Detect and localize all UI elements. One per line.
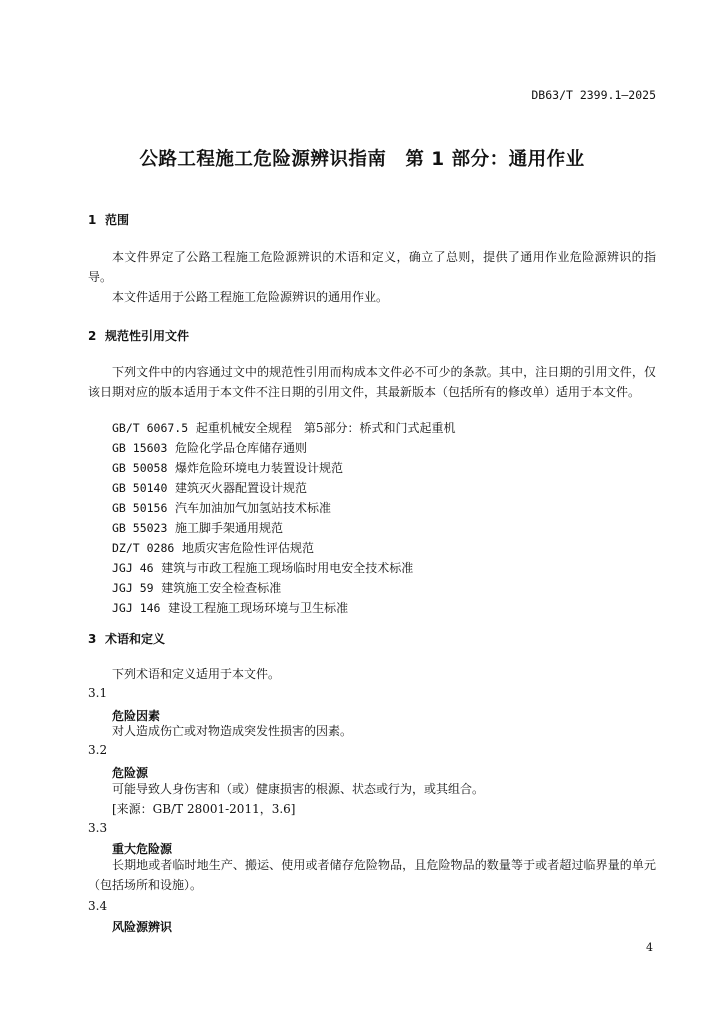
reference-item bbox=[112, 578, 281, 598]
section-3-heading bbox=[88, 630, 165, 647]
reference-item bbox=[112, 498, 331, 518]
section-1-paragraph: 本文件适用于公路工程施工危险源辨识的通用作业。 bbox=[112, 290, 389, 304]
section-title: 规范性引用文件 bbox=[105, 329, 190, 343]
reference-item bbox=[112, 538, 314, 558]
reference-title: 施工脚手架通用规范 bbox=[175, 521, 284, 535]
section-number: 2 bbox=[88, 329, 97, 343]
reference-item bbox=[112, 438, 307, 458]
term-heading: 重大危险源 bbox=[112, 842, 173, 856]
term-definition: 对人造成伤亡或对物造成突发性损害的因素。 bbox=[112, 724, 353, 738]
reference-title: 建筑灭火器配置设计规范 bbox=[175, 481, 308, 495]
section-number: 3 bbox=[88, 632, 97, 646]
section-title: 术语和定义 bbox=[105, 632, 166, 646]
reference-code: JGJ 46 bbox=[112, 561, 154, 575]
reference-item bbox=[112, 518, 283, 538]
clause-number: 3.3 bbox=[88, 821, 108, 835]
reference-title: 起重机械安全规程 第5部分：桥式和门式起重机 bbox=[195, 421, 456, 435]
reference-title: 建筑施工安全检查标准 bbox=[161, 581, 282, 595]
reference-code: GB 50058 bbox=[112, 461, 168, 475]
section-2-intro: 下列文件中的内容通过文中的规范性引用而构成本文件必不可少的条款。其中，注日期的引用文件，仅该日期对应的版本适用于本文件不注日期的引用文件，其最新版本（包括所有的修改单）适用于本文件。 bbox=[88, 365, 656, 399]
reference-code: GB 50156 bbox=[112, 501, 168, 515]
term-definition: 可能导致人身伤害和（或）健康损害的根源、状态或行为，或其组合。 bbox=[112, 782, 485, 796]
reference-item bbox=[112, 558, 413, 578]
reference-item bbox=[112, 478, 307, 498]
document-code: DB63/T 2399.1—2025 bbox=[531, 88, 656, 102]
reference-code: GB 15603 bbox=[112, 441, 168, 455]
reference-title: 地质灾害危险性评估规范 bbox=[181, 541, 314, 555]
reference-title: 建设工程施工现场环境与卫生标准 bbox=[168, 601, 349, 615]
clause-number: 3.2 bbox=[88, 743, 108, 757]
section-title: 范围 bbox=[105, 213, 130, 227]
term-heading: 风险源辨识 bbox=[112, 920, 173, 934]
reference-code: GB/T 6067.5 bbox=[112, 421, 189, 435]
reference-title: 汽车加油加气加氢站技术标准 bbox=[175, 501, 332, 515]
document-title: 公路工程施工危险源辨识指南 第 1 部分：通用作业 bbox=[139, 149, 585, 170]
section-1-heading bbox=[88, 211, 129, 228]
reference-title: 建筑与市政工程施工现场临时用电安全技术标准 bbox=[161, 561, 414, 575]
section-2-heading bbox=[88, 327, 189, 344]
reference-code: GB 55023 bbox=[112, 521, 168, 535]
reference-code: JGJ 146 bbox=[112, 601, 161, 615]
reference-code: DZ/T 0286 bbox=[112, 541, 175, 555]
reference-code: GB 50140 bbox=[112, 481, 168, 495]
reference-item bbox=[112, 418, 455, 438]
reference-item bbox=[112, 458, 343, 478]
term-definition: 长期地或者临时地生产、搬运、使用或者储存危险物品，且危险物品的数量等于或者超过临界量的单元（包括场所和设施）。 bbox=[88, 858, 656, 892]
reference-title: 爆炸危险环境电力装置设计规范 bbox=[175, 461, 344, 475]
reference-code: JGJ 59 bbox=[112, 581, 154, 595]
section-number: 1 bbox=[88, 213, 97, 227]
term-source: [来源：GB/T 28001-2011，3.6] bbox=[112, 802, 296, 816]
page-number: 4 bbox=[646, 941, 653, 954]
reference-title: 危险化学品仓库储存通则 bbox=[175, 441, 308, 455]
clause-number: 3.4 bbox=[88, 899, 108, 913]
clause-number: 3.1 bbox=[88, 686, 108, 700]
reference-item bbox=[112, 598, 348, 618]
section-3-intro: 下列术语和定义适用于本文件。 bbox=[112, 667, 281, 681]
term-heading: 危险因素 bbox=[112, 709, 161, 723]
term-heading: 危险源 bbox=[112, 766, 149, 780]
section-1-paragraph: 本文件界定了公路工程施工危险源辨识的术语和定义，确立了总则，提供了通用作业危险源辨识的指导。 bbox=[88, 250, 656, 284]
